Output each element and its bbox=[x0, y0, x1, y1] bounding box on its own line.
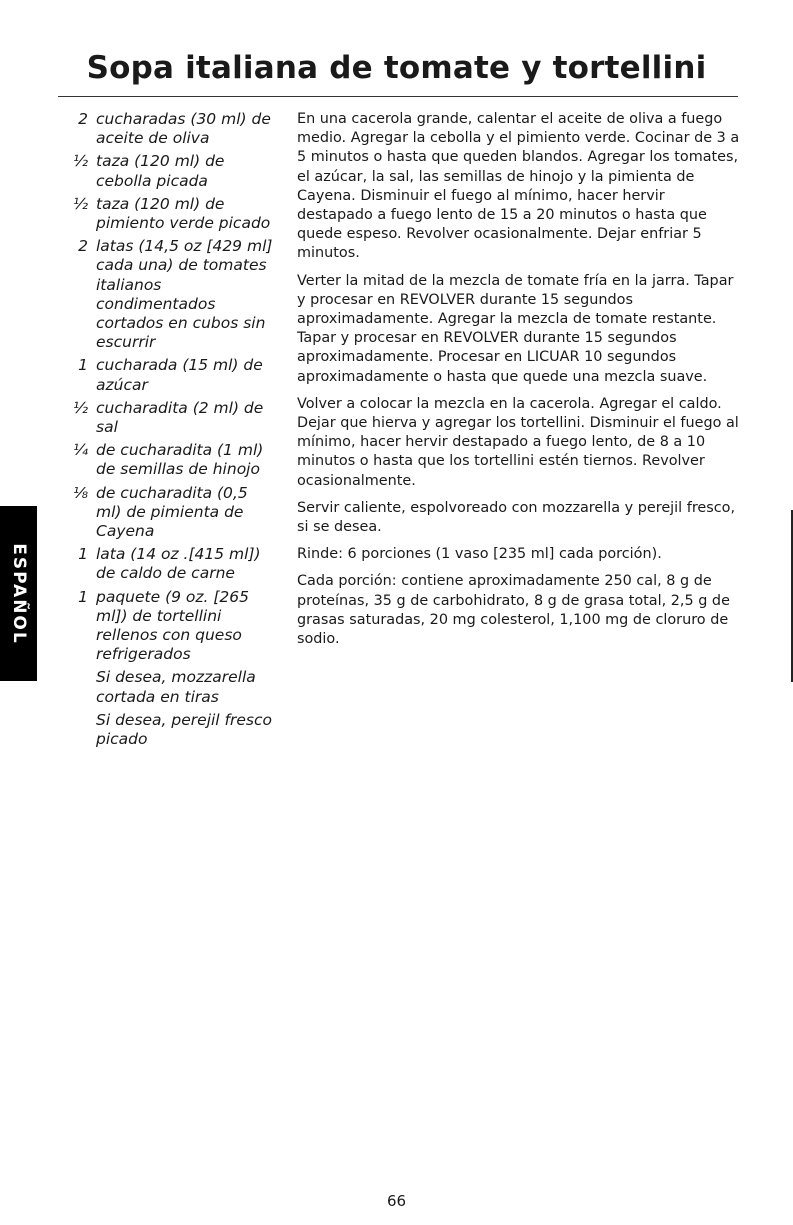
ingredient-item bbox=[58, 441, 278, 479]
ingredient-item bbox=[58, 668, 278, 706]
nutrition-paragraph: Cada porción: contiene aproximadamente 250 cal, 8 g de proteínas, 35 g de carbohidrato, 8 g de grasa total, 2,5 g de grasas saturadas, 20 mg colesterol, 1,100 mg de cloruro de sodio. bbox=[297, 573, 730, 648]
method-text bbox=[297, 110, 742, 657]
ingredient-item bbox=[58, 195, 278, 233]
ingredient-quantity: ¼ bbox=[72, 441, 88, 460]
ingredient-quantity bbox=[58, 668, 96, 706]
ingredient-item bbox=[58, 110, 278, 148]
ingredient-item bbox=[58, 399, 278, 437]
page-number: 66 bbox=[386, 1192, 407, 1210]
ingredient-text: taza (120 ml) de pimiento verde picado bbox=[96, 194, 271, 233]
ingredient-item bbox=[58, 545, 278, 583]
ingredient-item bbox=[58, 711, 278, 749]
ingredient-text: paquete (9 oz. [265 ml]) de tortellini rellenos con queso refrigerados bbox=[96, 587, 250, 664]
ingredient-text: latas (14,5 oz [429 ml] cada una) de tomates italianos condimentados cortados en cubos sin escurrir bbox=[96, 237, 273, 352]
ingredient-quantity: 1 bbox=[78, 356, 88, 375]
ingredient-quantity: ½ bbox=[72, 398, 88, 417]
language-tab-label: ESPAÑOL bbox=[8, 542, 29, 645]
ingredient-quantity: ½ bbox=[72, 194, 88, 213]
ingredient-quantity: 2 bbox=[78, 110, 88, 128]
ingredient-quantity: 1 bbox=[78, 545, 88, 564]
ingredient-list bbox=[58, 110, 278, 753]
ingredient-text: cucharadas (30 ml) de aceite de oliva bbox=[96, 110, 271, 148]
language-tab bbox=[0, 506, 37, 681]
ingredient-text: cucharada (15 ml) de azúcar bbox=[96, 356, 263, 394]
ingredient-text: Si desea, perejil fresco picado bbox=[96, 710, 272, 749]
ingredient-quantity bbox=[58, 711, 96, 749]
method-paragraph: Volver a colocar la mezcla en la cacerola. Agregar el caldo. Dejar que hierva y agregar los tortellini. Disminuir el fuego al mínimo, hacer hervir destapado a fuego lento, de 8 a 10 minutos o hasta que los tortellini estén tiernos. Revolver ocasionalmente. bbox=[297, 395, 739, 489]
ingredient-item bbox=[58, 588, 278, 665]
ingredient-item bbox=[58, 152, 278, 190]
method-paragraph: En una cacerola grande, calentar el aceite de oliva a fuego medio. Agregar la cebolla y el pimiento verde. Cocinar de 3 a 5 minutos o hasta que queden blandos. Agregar los tomates, el azúcar, la sal, las semillas de hinojo y la pimienta de Cayena. Disminuir el fuego al mínimo, hacer hervir destapado a fuego lento de 15 a 20 minutos o hasta que quede espeso. Revolver ocasionalmente. Dejar enfriar 5 minutos. bbox=[297, 111, 740, 262]
page-title: Sopa italiana de tomate y tortellini bbox=[86, 50, 707, 86]
ingredient-text: Si desea, mozzarella cortada en tiras bbox=[96, 668, 256, 706]
ingredient-quantity: ⅛ bbox=[72, 483, 88, 502]
title-divider bbox=[58, 96, 738, 97]
yield-paragraph: Rinde: 6 porciones (1 vaso [235 ml] cada porción). bbox=[297, 546, 662, 563]
ingredient-text: de cucharadita (0,5 ml) de pimienta de Cayena bbox=[96, 483, 248, 541]
ingredient-text: lata (14 oz .[415 ml]) de caldo de carne bbox=[96, 545, 261, 583]
ingredient-quantity: 1 bbox=[78, 587, 88, 606]
ingredient-text: de cucharadita (1 ml) de semillas de hinojo bbox=[96, 441, 264, 479]
ingredient-quantity: ½ bbox=[72, 152, 88, 171]
ingredient-quantity: 2 bbox=[78, 237, 88, 256]
ingredient-text: taza (120 ml) de cebolla picada bbox=[96, 152, 225, 190]
ingredient-item bbox=[58, 237, 278, 352]
ingredient-item bbox=[58, 484, 278, 542]
ingredient-item bbox=[58, 356, 278, 394]
method-paragraph: Servir caliente, espolvoreado con mozzarella y perejil fresco, si se desea. bbox=[297, 499, 736, 536]
ingredient-text: cucharadita (2 ml) de sal bbox=[96, 398, 264, 437]
method-paragraph: Verter la mitad de la mezcla de tomate fría en la jarra. Tapar y procesar en REVOLVER durante 15 segundos aproximadamente. Agregar la mezcla de tomate restante. Tapar y procesar en REVOLVER durante 15 segundos aproximadamente. Procesar en LICUAR 10 segundos aproximadamente o hasta que quede una mezcla suave. bbox=[297, 272, 734, 385]
